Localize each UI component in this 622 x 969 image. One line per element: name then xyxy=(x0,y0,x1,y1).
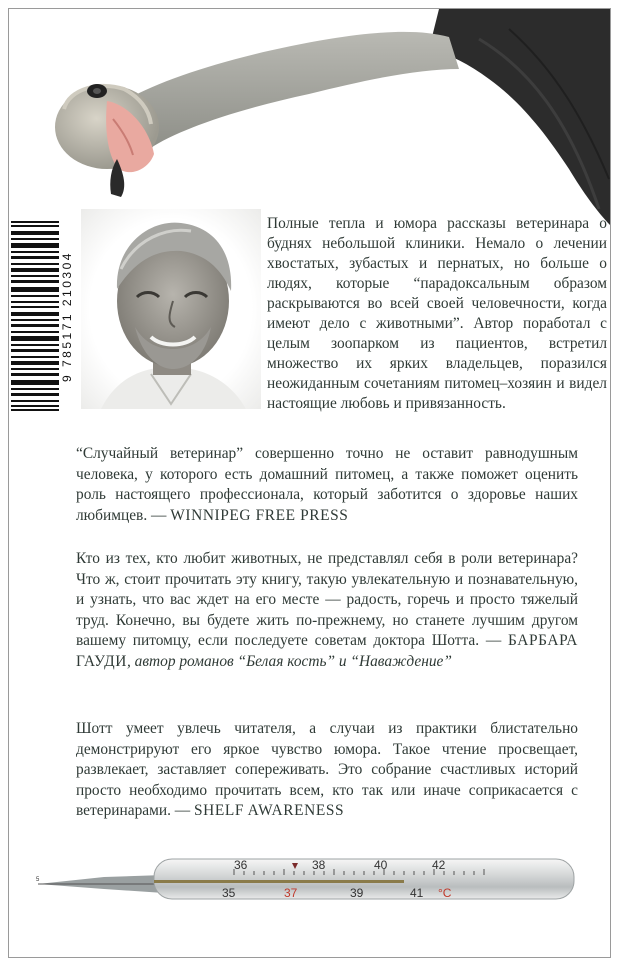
thermometer-illustration xyxy=(34,847,594,907)
scale-label: 41 xyxy=(410,886,424,900)
quote-note: , автор романов “Белая кость” и “Наваждение” xyxy=(126,652,452,670)
scale-label: 40 xyxy=(374,858,388,872)
scale-label: 42 xyxy=(432,858,446,872)
intro-blurb xyxy=(267,214,607,414)
intro-text: Полные тепла и юмора рассказы ветеринара о буднях небольшой клиники. Немало о лечении хвостатых, зубастых и пернатых, но больше о людях, которые “парадоксальным образом раскрываются во всей своей человечности, когда имеют дело с животными”. Автор поработал с целым зоопарком из пациентов, встретил множество их ярких владельцев, поразился неожиданным сочетаниям питомец–хозяин и видел настоящие любовь и привязанность. xyxy=(267,215,607,412)
review-quote-3 xyxy=(76,719,578,822)
back-cover xyxy=(8,8,611,958)
scale-label: 36 xyxy=(234,858,248,872)
ostrich-illustration xyxy=(9,9,611,239)
side-mark: 5 xyxy=(36,877,40,883)
scale-label-red: 37 xyxy=(284,886,298,900)
review-quote-2 xyxy=(76,549,578,673)
barcode-digits: 9 785171 210304 xyxy=(60,251,74,383)
review-quote-1 xyxy=(76,444,578,526)
unit-label: °C xyxy=(438,886,452,900)
quote-text: Кто из тех, кто любит животных, не представлял себя в роли ветеринара? Что ж, стоит прочитать эту книгу, такую увлекательную и познавательную, и узнать, что вас ждет на его месте — радость, горечь и просто тяжелый труд. Конечно, вы будете жить по-прежнему, но станете лучшим другом вашему питомцу, если последуете советам доктора Шотта. — xyxy=(76,550,578,650)
quote-text: “Случайный ветеринар” совершенно точно не оставит равнодушным человека, у которого есть домашний питомец, а также поможет оценить роль настоящего профессионала, который заботится о здоровье наших любимцев. — xyxy=(76,445,578,524)
scale-label: 39 xyxy=(350,886,364,900)
quote-text: Шотт умеет увлечь читателя, а случаи из практики блистательно демонстрируют его яркое чувство юмора. Такое чтение просвещает, развлекает, заставляет сопереживать. Это собрание счастливых историй просто необходимо прочитать всем, кто так или иначе соприкасается с ветеринарами. — xyxy=(76,720,578,820)
quote-source: БАРБАРА ГАУДИ xyxy=(76,632,578,670)
scale-label: 38 xyxy=(312,858,326,872)
author-portrait xyxy=(81,209,261,409)
quote-source: SHELF AWARENESS xyxy=(194,802,345,820)
quote-source: WINNIPEG FREE PRESS xyxy=(170,506,349,524)
scale-label: 35 xyxy=(222,886,236,900)
